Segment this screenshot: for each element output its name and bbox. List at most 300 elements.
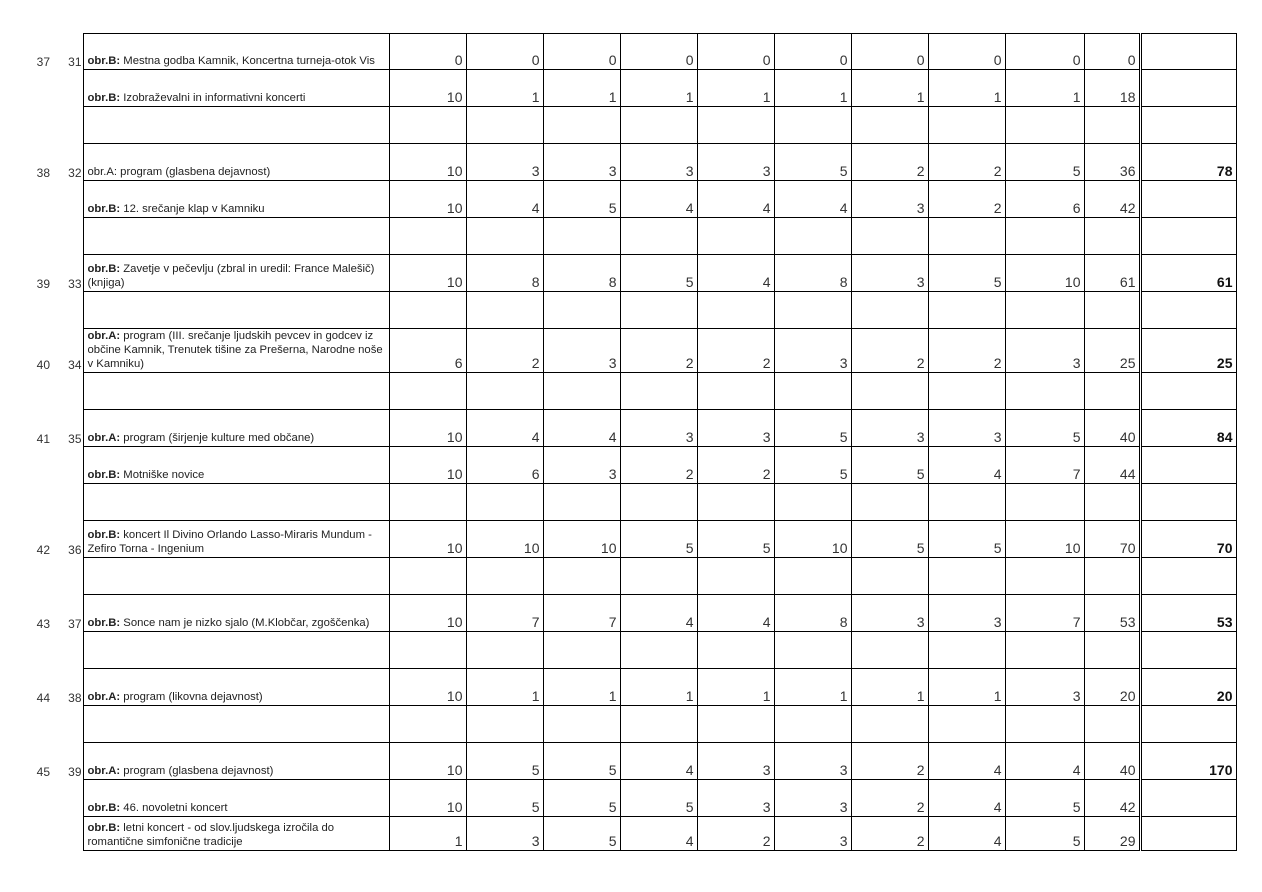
score-cell: 0 [774,34,851,70]
score-cell: 5 [466,743,543,780]
form-prefix: obr.A: [87,330,121,342]
score-cell [620,558,697,595]
row-number-cell [34,484,53,521]
description-cell [83,743,389,780]
blank-row [34,218,1236,255]
final-score-cell [1140,484,1236,521]
score-cell: 3 [697,743,774,780]
score-cell: 3 [543,329,620,373]
form-prefix: obr.B: [87,92,121,104]
score-cell: 10 [389,70,466,107]
project-number: 32 [53,144,83,181]
score-cell [774,632,851,669]
score-cell: 3 [543,144,620,181]
description-cell [83,373,389,410]
score-cell: 5 [543,780,620,817]
project-number: 37 [53,595,83,632]
total-cell: 42 [1084,181,1140,218]
table-row [34,780,1236,817]
score-cell: 7 [543,595,620,632]
score-cell: 4 [620,817,697,851]
project-number-cell [53,292,83,329]
score-table [34,33,1237,851]
score-cell: 8 [466,255,543,292]
score-cell [774,107,851,144]
score-cell [620,218,697,255]
project-number [53,181,83,218]
row-number-cell [34,292,53,329]
row-number [34,447,53,484]
description-text: Zavetje v pečevlju (zbral in uredil: France Malešič) (knjiga) [87,263,375,289]
score-cell: 2 [697,447,774,484]
final-score-cell: 70 [1140,521,1236,558]
score-cell: 3 [697,410,774,447]
score-cell [1005,218,1084,255]
score-cell: 2 [620,329,697,373]
description-cell [83,632,389,669]
score-cell: 1 [851,70,928,107]
total-cell: 25 [1084,329,1140,373]
score-cell: 0 [928,34,1005,70]
score-cell [620,484,697,521]
score-cell [543,706,620,743]
score-cell [851,558,928,595]
score-cell: 2 [851,817,928,851]
description-cell [83,817,389,851]
description-text: Motniške novice [123,469,205,481]
score-cell [543,484,620,521]
description-text: program (glasbena dejavnost) [123,765,274,777]
score-cell: 3 [774,329,851,373]
final-score-cell: 170 [1140,743,1236,780]
score-cell [620,107,697,144]
score-cell: 5 [620,780,697,817]
score-cell [851,632,928,669]
total-cell: 18 [1084,70,1140,107]
score-cell [928,107,1005,144]
score-cell: 10 [774,521,851,558]
row-number-cell [34,632,53,669]
score-cell [697,706,774,743]
project-number-cell [53,484,83,521]
score-cell: 10 [389,521,466,558]
row-number [34,70,53,107]
score-cell: 4 [1005,743,1084,780]
score-cell: 5 [928,521,1005,558]
blank-row [34,706,1236,743]
score-cell [851,484,928,521]
score-cell: 0 [543,34,620,70]
total-cell: 20 [1084,669,1140,706]
score-cell [543,107,620,144]
description-cell [83,410,389,447]
form-prefix: obr.B: [87,822,121,834]
blank-row [34,484,1236,521]
score-cell: 4 [928,817,1005,851]
score-cell: 5 [543,817,620,851]
row-number-cell [34,107,53,144]
final-score-cell [1140,447,1236,484]
score-cell: 3 [620,410,697,447]
score-cell [1005,706,1084,743]
score-cell: 4 [697,181,774,218]
project-number: 34 [53,329,83,373]
final-score-cell [1140,34,1236,70]
score-cell: 10 [389,181,466,218]
final-score-cell: 20 [1140,669,1236,706]
score-cell: 5 [543,743,620,780]
score-cell: 10 [389,743,466,780]
row-number-cell [34,218,53,255]
form-prefix: obr.B: [87,802,121,814]
score-cell: 3 [851,255,928,292]
score-cell [543,558,620,595]
table-row [34,743,1236,780]
score-cell: 8 [543,255,620,292]
description-cell [83,70,389,107]
row-number [34,780,53,817]
table-row [34,329,1236,373]
score-cell: 5 [543,181,620,218]
score-cell: 7 [466,595,543,632]
score-cell: 8 [774,255,851,292]
score-cell: 5 [928,255,1005,292]
score-cell: 10 [389,780,466,817]
project-number: 36 [53,521,83,558]
score-cell: 10 [1005,255,1084,292]
score-cell [697,292,774,329]
score-cell [774,558,851,595]
score-cell [389,558,466,595]
total-cell: 0 [1084,34,1140,70]
score-cell [928,373,1005,410]
form-prefix: obr.B: [87,263,121,275]
score-cell [928,558,1005,595]
row-number: 42 [36,542,50,557]
total-cell: 42 [1084,780,1140,817]
score-cell: 3 [774,817,851,851]
description-cell [83,144,389,181]
project-number-cell [53,373,83,410]
description-cell [83,558,389,595]
blank-row [34,292,1236,329]
score-cell: 1 [466,70,543,107]
project-number: 33 [53,255,83,292]
row-number-cell [34,373,53,410]
description-cell [83,780,389,817]
score-cell: 10 [389,669,466,706]
final-score-cell [1140,632,1236,669]
score-cell: 4 [928,743,1005,780]
score-cell: 0 [697,34,774,70]
score-cell: 5 [774,410,851,447]
description-text: program (širjenje kulture med občane) [123,432,315,444]
description-text: obr.A: program (glasbena dejavnost) [87,166,271,178]
row-number: 45 [36,764,50,779]
score-cell: 7 [1005,595,1084,632]
score-cell: 3 [620,144,697,181]
score-cell [1005,484,1084,521]
description-text: koncert Il Divino Orlando Lasso-Miraris Mundum - Zefiro Torna - Ingenium [87,529,372,555]
project-number [53,70,83,107]
score-cell: 3 [774,743,851,780]
score-cell: 1 [543,669,620,706]
score-cell [389,706,466,743]
score-cell [1005,373,1084,410]
score-cell [774,218,851,255]
description-cell [83,181,389,218]
description-cell [83,107,389,144]
score-cell [697,558,774,595]
row-number: 38 [36,165,50,180]
score-cell: 4 [697,595,774,632]
row-number-cell [34,558,53,595]
score-cell: 0 [466,34,543,70]
total-cell [1084,558,1140,595]
score-cell: 4 [466,181,543,218]
project-number [53,447,83,484]
table-row [34,447,1236,484]
score-cell: 4 [543,410,620,447]
score-cell: 7 [1005,447,1084,484]
score-cell: 1 [697,669,774,706]
score-cell: 0 [1005,34,1084,70]
total-cell [1084,292,1140,329]
project-number: 39 [53,743,83,780]
blank-row [34,632,1236,669]
score-cell [389,218,466,255]
total-cell: 29 [1084,817,1140,851]
score-cell: 3 [466,144,543,181]
table-row [34,669,1236,706]
score-cell: 2 [466,329,543,373]
score-cell [928,484,1005,521]
score-cell [774,484,851,521]
score-cell: 5 [851,521,928,558]
score-cell: 3 [928,410,1005,447]
description-cell [83,218,389,255]
score-cell [389,484,466,521]
row-number: 44 [36,690,50,705]
project-number: 31 [53,34,83,70]
score-cell: 2 [697,817,774,851]
score-cell: 1 [851,669,928,706]
score-cell: 3 [543,447,620,484]
score-cell [466,484,543,521]
score-cell [389,632,466,669]
score-cell: 3 [851,181,928,218]
score-cell [543,218,620,255]
score-cell [1005,292,1084,329]
score-cell [697,632,774,669]
table-row [34,521,1236,558]
blank-row [34,558,1236,595]
score-cell: 5 [1005,144,1084,181]
form-prefix: obr.B: [87,55,121,67]
score-cell: 1 [389,817,466,851]
score-cell [851,107,928,144]
score-cell [851,706,928,743]
description-text: Izobraževalni in informativni koncerti [123,92,306,104]
description-text: program (III. srečanje ljudskih pevcev in godcev iz občine Kamnik, Trenutek tišine za Prešerna, Narodne noše v Kamniku) [87,330,383,370]
score-cell: 2 [928,181,1005,218]
description-cell [83,706,389,743]
score-cell: 2 [620,447,697,484]
score-cell: 4 [620,595,697,632]
score-sheet [34,33,1237,851]
score-cell [466,218,543,255]
total-cell: 40 [1084,743,1140,780]
score-cell: 3 [851,595,928,632]
score-cell: 4 [697,255,774,292]
score-cell: 3 [928,595,1005,632]
score-cell: 2 [697,329,774,373]
score-cell: 3 [466,817,543,851]
project-number-cell [53,632,83,669]
form-prefix: obr.A: [87,765,121,777]
total-cell [1084,706,1140,743]
score-cell [697,218,774,255]
score-cell [466,558,543,595]
score-cell: 10 [389,447,466,484]
score-cell: 1 [697,70,774,107]
score-cell: 8 [774,595,851,632]
table-body [34,34,1236,851]
form-prefix: obr.B: [87,203,121,215]
project-number [53,817,83,851]
score-cell: 10 [543,521,620,558]
score-cell [1005,558,1084,595]
description-cell [83,669,389,706]
form-prefix: obr.A: [87,691,121,703]
score-cell [928,218,1005,255]
score-cell: 4 [620,181,697,218]
score-cell [466,706,543,743]
description-cell [83,292,389,329]
score-cell: 2 [851,780,928,817]
project-number-cell [53,218,83,255]
score-cell: 3 [697,144,774,181]
form-prefix: obr.B: [87,469,121,481]
project-number [53,780,83,817]
total-cell: 36 [1084,144,1140,181]
score-cell: 2 [928,144,1005,181]
description-text: 46. novoletni koncert [123,802,228,814]
description-cell [83,329,389,373]
score-cell [543,632,620,669]
score-cell: 1 [928,669,1005,706]
description-cell [83,34,389,70]
final-score-cell [1140,817,1236,851]
table-row [34,595,1236,632]
table-row [34,144,1236,181]
project-number-cell [53,706,83,743]
project-number-cell [53,558,83,595]
row-number [34,181,53,218]
score-cell [1005,632,1084,669]
final-score-cell: 78 [1140,144,1236,181]
table-row [34,255,1236,292]
description-text: Sonce nam je nizko sjalo (M.Klobčar, zgoščenka) [123,617,370,629]
form-prefix: obr.A: [87,432,121,444]
score-cell: 3 [774,780,851,817]
table-row [34,410,1236,447]
total-cell [1084,107,1140,144]
score-cell [543,373,620,410]
score-cell [389,107,466,144]
score-cell [466,292,543,329]
row-number: 43 [36,616,50,631]
score-cell [620,632,697,669]
description-text: program (likovna dejavnost) [123,691,263,703]
score-cell: 5 [620,521,697,558]
score-cell: 5 [466,780,543,817]
total-cell: 70 [1084,521,1140,558]
score-cell: 3 [697,780,774,817]
score-cell [389,292,466,329]
score-cell: 10 [389,255,466,292]
final-score-cell: 53 [1140,595,1236,632]
score-cell [928,706,1005,743]
row-number: 37 [36,54,50,69]
score-cell [697,373,774,410]
score-cell [466,107,543,144]
score-cell: 3 [1005,669,1084,706]
score-cell: 2 [928,329,1005,373]
score-cell [774,292,851,329]
score-cell: 6 [389,329,466,373]
project-number-cell [53,107,83,144]
row-number [34,817,53,851]
score-cell: 1 [774,669,851,706]
final-score-cell [1140,181,1236,218]
score-cell: 1 [1005,70,1084,107]
total-cell [1084,484,1140,521]
score-cell: 1 [928,70,1005,107]
score-cell: 5 [774,447,851,484]
description-cell [83,484,389,521]
row-number: 39 [36,276,50,291]
score-cell: 0 [851,34,928,70]
description-cell [83,255,389,292]
final-score-cell [1140,292,1236,329]
score-cell: 4 [928,447,1005,484]
score-cell: 4 [466,410,543,447]
total-cell [1084,632,1140,669]
row-number: 41 [36,431,50,446]
score-cell: 1 [466,669,543,706]
score-cell: 2 [851,144,928,181]
score-cell: 3 [1005,329,1084,373]
description-cell [83,521,389,558]
score-cell: 5 [1005,817,1084,851]
score-cell [543,292,620,329]
total-cell: 61 [1084,255,1140,292]
score-cell: 1 [543,70,620,107]
total-cell: 53 [1084,595,1140,632]
table-row [34,181,1236,218]
total-cell [1084,218,1140,255]
final-score-cell [1140,706,1236,743]
description-text: 12. srečanje klap v Kamniku [123,203,265,215]
blank-row [34,107,1236,144]
final-score-cell: 84 [1140,410,1236,447]
score-cell [774,373,851,410]
final-score-cell [1140,558,1236,595]
score-cell: 10 [1005,521,1084,558]
table-row [34,70,1236,107]
score-cell: 5 [1005,780,1084,817]
